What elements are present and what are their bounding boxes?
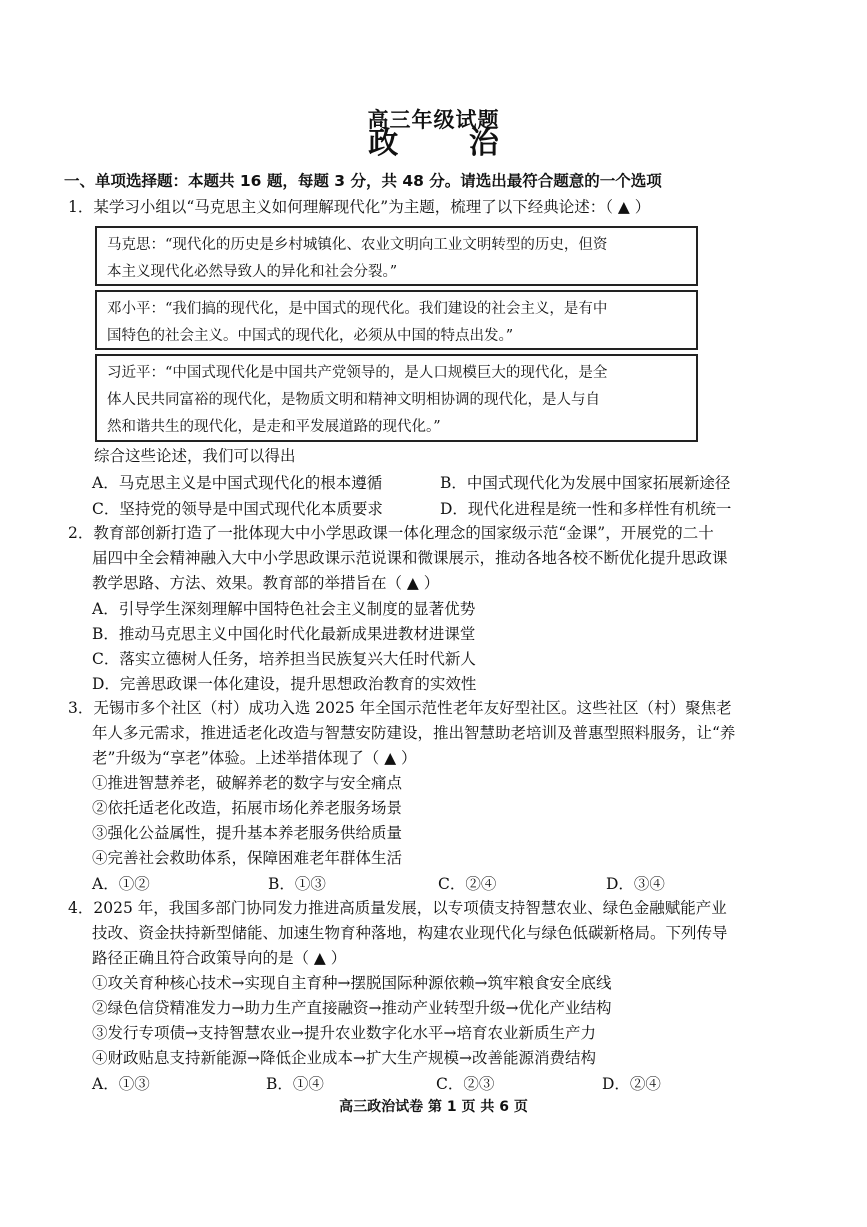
q2-option-c[interactable]: C．落实立德树人任务，培养担当民族复兴大任时代新人: [92, 650, 476, 668]
q1-lead: 综合这些论述，我们可以得出: [94, 447, 296, 465]
q1-option-a[interactable]: A．马克思主义是中国式现代化的根本遵循: [92, 474, 383, 492]
quote-box-marx: [95, 226, 698, 286]
quote-line: 马克思：“现代化的历史是乡村城镇化、农业文明向工业文明转型的历史，但资: [107, 237, 608, 253]
page-footer: 高三政治试卷 第 1 页 共 6 页: [339, 1099, 528, 1115]
q2-stem-line: 2．教育部创新打造了一批体现大中小学思政课一体化理念的国家级示范“金课”，开展党的二十: [68, 524, 714, 542]
q3-option-d[interactable]: D．③④: [606, 875, 665, 893]
q4-stem-line: 4．2025 年，我国多部门协同发力推进高质量发展，以专项债支持智慧农业、绿色金融赋能产业: [68, 899, 727, 917]
section-heading: 一、单项选择题：本题共 16 题，每题 3 分，共 48 分。请选出最符合题意的一个选项: [64, 172, 662, 190]
quote-line: 习近平：“中国式现代化是中国共产党领导的，是人口规模巨大的现代化，是全: [107, 365, 608, 381]
q4-stem-line: 技改、资金扶持新型储能、加速生物育种落地，构建农业现代化与绿色低碳新格局。下列传导: [92, 924, 728, 942]
q3-option-b[interactable]: B．①③: [268, 875, 326, 893]
quote-line: 体人民共同富裕的现代化，是物质文明和精神文明相协调的现代化，是人与自: [107, 392, 600, 408]
q4-item: ②绿色信贷精准发力→助力生产直接融资→推动产业转型升级→优化产业结构: [92, 999, 612, 1017]
q3-option-a[interactable]: A．①②: [92, 875, 150, 893]
quote-line: 国特色的社会主义。中国式的现代化，必须从中国的特点出发。”: [107, 328, 514, 344]
quote-line: 邓小平：“我们搞的现代化，是中国式的现代化。我们建设的社会主义，是有中: [107, 301, 608, 317]
q4-option-c[interactable]: C．②③: [436, 1075, 495, 1093]
q2-option-d[interactable]: D．完善思政课一体化建设，提升思想政治教育的实效性: [92, 675, 477, 693]
q1-stem: 1．某学习小组以“马克思主义如何理解现代化”为主题，梳理了以下经典论述：（ ▲ ）: [68, 198, 651, 216]
quote-box-xi: [95, 354, 698, 442]
q4-option-b[interactable]: B．①④: [266, 1075, 324, 1093]
q2-stem-line: 届四中全会精神融入大中小学思政课示范说课和微课展示，推动各地各校不断优化提升思政课: [92, 549, 728, 567]
quote-line: 然和谐共生的现代化，是走和平发展道路的现代化。”: [107, 419, 441, 435]
q3-item: ④完善社会救助体系，保障困难老年群体生活: [92, 849, 403, 867]
q3-item: ①推进智慧养老，破解养老的数字与安全痛点: [92, 774, 403, 792]
q4-item: ③发行专项债→支持智慧农业→提升农业数字化水平→培育农业新质生产力: [92, 1024, 596, 1042]
quote-line: 本主义现代化必然导致人的异化和社会分裂。”: [107, 264, 398, 280]
q4-stem-line: 路径正确且符合政策导向的是（ ▲ ）: [92, 949, 347, 967]
subject-title: 政 治: [368, 126, 529, 161]
exam-title: 高三年级试题: [367, 108, 500, 132]
q1-option-b[interactable]: B．中国式现代化为发展中国家拓展新途径: [440, 474, 731, 492]
q4-item: ①攻关育种核心技术→实现自主育种→摆脱国际种源依赖→筑牢粮食安全底线: [92, 974, 612, 992]
q3-stem-line: 3．无锡市多个社区（村）成功入选 2025 年全国示范性老年友好型社区。这些社区（村）聚焦老: [68, 699, 732, 717]
q3-item: ③强化公益属性，提升基本养老服务供给质量: [92, 824, 403, 842]
q4-item: ④财政贴息支持新能源→降低企业成本→扩大生产规模→改善能源消费结构: [92, 1049, 596, 1067]
q2-option-a[interactable]: A．引导学生深刻理解中国特色社会主义制度的显著优势: [92, 600, 476, 618]
q3-item: ②依托适老化改造，拓展市场化养老服务场景: [92, 799, 403, 817]
q3-stem-line: 年人多元需求，推进适老化改造与智慧安防建设，推出智慧助老培训及普惠型照料服务，让“养: [92, 724, 736, 742]
q4-option-d[interactable]: D．②④: [602, 1075, 661, 1093]
q1-option-d[interactable]: D．现代化进程是统一性和多样性有机统一: [440, 500, 732, 518]
q3-stem-line: 老”升级为“享老”体验。上述举措体现了（ ▲ ）: [92, 749, 417, 767]
q1-option-c[interactable]: C．坚持党的领导是中国式现代化本质要求: [92, 500, 383, 518]
q4-option-a[interactable]: A．①③: [92, 1075, 150, 1093]
q3-option-c[interactable]: C．②④: [438, 875, 497, 893]
quote-box-deng: [95, 290, 698, 350]
q2-option-b[interactable]: B．推动马克思主义中国化时代化最新成果进教材进课堂: [92, 625, 476, 643]
q2-stem-line: 教学思路、方法、效果。教育部的举措旨在（ ▲ ）: [92, 574, 440, 592]
